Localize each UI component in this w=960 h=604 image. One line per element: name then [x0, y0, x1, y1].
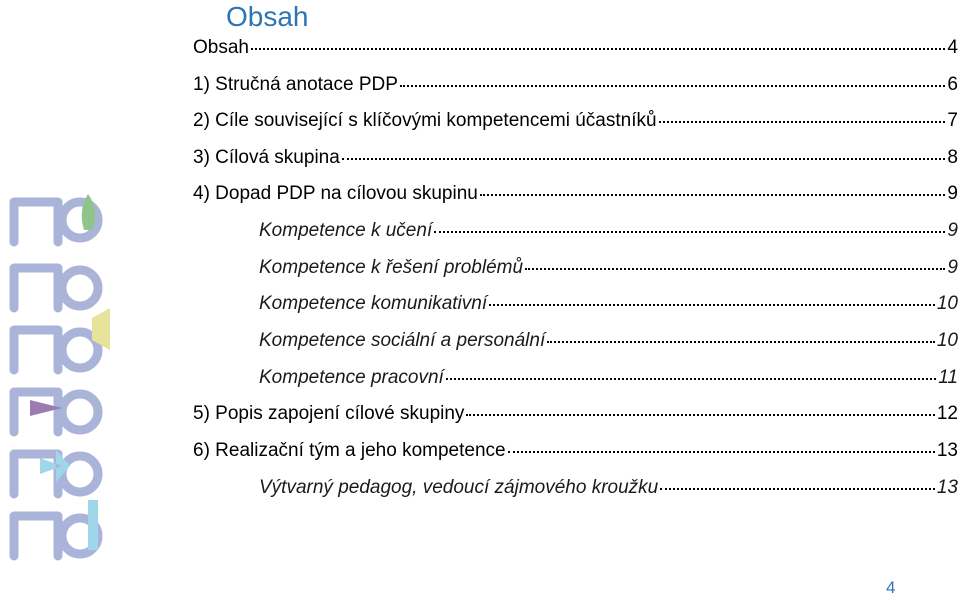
toc-entry-page: 9: [947, 257, 958, 278]
deco-shape: [62, 394, 98, 430]
toc-entry-label: Výtvarný pedagog, vedoucí zájmového kroužku: [259, 477, 659, 498]
toc-entry-label: 3) Cílová skupina: [193, 147, 340, 168]
dot-leader: [547, 340, 935, 343]
dot-leader: [489, 303, 935, 306]
toc-entry-kompetence-socialni[interactable]: [193, 323, 958, 359]
toc-entry-label: Kompetence sociální a personální: [259, 330, 546, 351]
toc-entry-cile[interactable]: [193, 103, 958, 139]
dot-leader: [251, 47, 945, 50]
dot-leader: [480, 193, 946, 196]
toc-entry-page: 12: [936, 403, 958, 424]
deco-shape: [88, 500, 98, 550]
toc-entry-page: 13: [936, 440, 958, 461]
toc-entry-popis[interactable]: [193, 396, 958, 432]
toc-entry-page: 11: [938, 367, 958, 388]
deco-shape: [14, 454, 58, 494]
toc-entry-cilova-skupina[interactable]: [193, 140, 958, 176]
toc-entry-label: 5) Popis zapojení cílové skupiny: [193, 403, 465, 424]
toc-entry-page: 4: [947, 37, 958, 58]
dot-leader: [400, 84, 946, 87]
toc-entry-page: 7: [947, 110, 958, 131]
toc-entry-label: 4) Dopad PDP na cílovou skupinu: [193, 183, 478, 204]
dot-leader: [525, 267, 945, 270]
deco-shape: [14, 516, 58, 556]
toc-entry-realizacni-tym[interactable]: [193, 433, 958, 469]
decorative-pattern-icon: [0, 190, 130, 570]
dot-leader: [660, 487, 935, 490]
toc-entry-anotace[interactable]: [193, 67, 958, 103]
deco-shape: [14, 330, 58, 370]
toc-entry-label: Obsah: [193, 37, 249, 58]
toc-entry-page: 10: [936, 293, 958, 314]
deco-shape: [14, 202, 58, 242]
toc-entry-obsah[interactable]: [193, 30, 958, 66]
toc-entry-label: Kompetence k řešení problémů: [259, 257, 524, 278]
toc-entry-page: 8: [947, 147, 958, 168]
deco-shape: [62, 456, 98, 492]
dot-leader: [508, 450, 935, 453]
toc-entry-page: 13: [936, 477, 958, 498]
toc-entry-page: 10: [936, 330, 958, 351]
dot-leader: [434, 230, 945, 233]
deco-shape: [14, 268, 58, 308]
toc-entry-page: 9: [947, 183, 958, 204]
toc-entry-kompetence-uceni[interactable]: [193, 213, 958, 249]
toc-entry-label: Kompetence komunikativní: [259, 293, 488, 314]
toc-entry-label: 1) Stručná anotace PDP: [193, 74, 398, 95]
deco-shape: [62, 270, 98, 306]
dot-leader: [342, 157, 946, 160]
toc-entry-label: 6) Realizační tým a jeho kompetence: [193, 440, 506, 461]
toc-entry-label: Kompetence k učení: [259, 220, 433, 241]
toc-entry-kompetence-reseni[interactable]: [193, 250, 958, 286]
page-number: 4: [886, 578, 896, 597]
toc-entry-kompetence-pracovni[interactable]: [193, 360, 958, 396]
toc-entry-vytvarny-pedagog[interactable]: [193, 470, 958, 506]
dot-leader: [466, 413, 934, 416]
toc-entry-kompetence-komunikativni[interactable]: [193, 286, 958, 322]
toc-entry-page: 6: [947, 74, 958, 95]
toc-entry-label: Kompetence pracovní: [259, 367, 444, 388]
toc-entry-page: 9: [947, 220, 958, 241]
toc-entry-dopad[interactable]: [193, 176, 958, 212]
page-heading: Obsah: [226, 1, 309, 32]
toc-entry-label: 2) Cíle související s klíčovými kompetencemi účastníků: [193, 110, 657, 131]
dot-leader: [659, 120, 946, 123]
dot-leader: [446, 377, 936, 380]
